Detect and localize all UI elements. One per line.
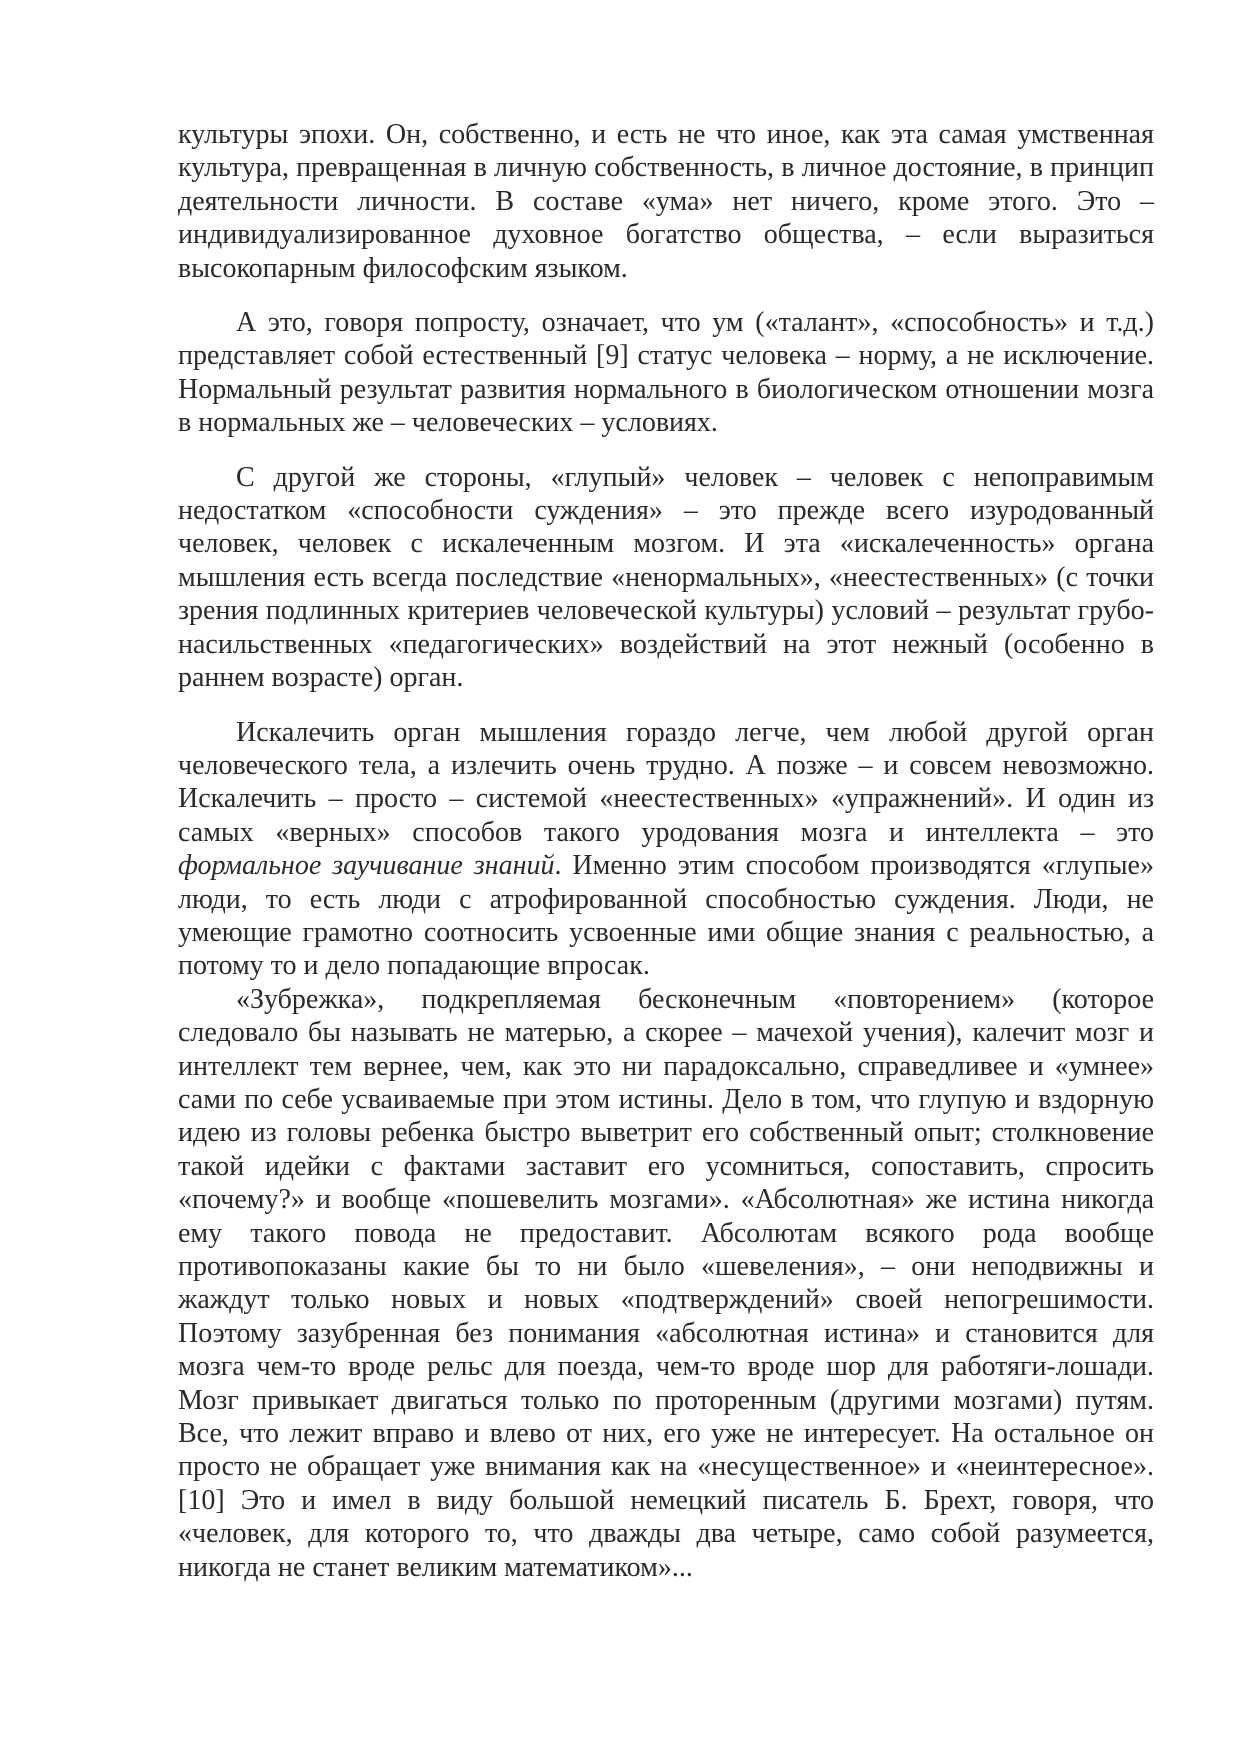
paragraph-2: А это, говоря попросту, означает, что ум («талант», «способность» и т.д.) представляет собой естественный [9] статус человека – норму, а не исключение. Нормальный результат развития нормального в биологическом отношении мозга в нормальных же – человеческих – условиях. [178, 307, 1154, 439]
paragraph-3: С другой же стороны, «глупый» человек – человек с непоправимым недостатком «способности суждения» – это прежде всего изуродованный человек, человек с искалеченным мозгом. И эта «искалеченность» органа мышления есть всегда последствие «ненормальных», «неестественных» (с точки зрения подлинных критериев человеческой культуры) условий – результат грубо-насильственных «педагогических» воздействий на этот нежный (особенно в раннем возрасте) орган. [178, 461, 1154, 694]
document-page [178, 118, 1154, 1584]
paragraph-4-emphasis: формальное заучивание знаний [178, 850, 555, 882]
paragraph-4-text-after: . Именно этим способом производятся «глупые» люди, то есть люди с атрофированной способностью суждения. Люди, не умеющие грамотно соотносить усвоенные ими общие знания с реальностью, а потому то и дело попадающие впросак. [178, 850, 1154, 982]
paragraph-4-text-before: Искалечить орган мышления гораздо легче, чем любой другой орган человеческого тела, а излечить очень трудно. А позже – и совсем невозможно. Искалечить – просто – системой «неестественных» «упражнений». И один из самых «верных» способов такого уродования мозга и интеллекта – это [178, 716, 1154, 848]
paragraph-5: «Зубрежка», подкрепляемая бесконечным «повторением» (которое следовало бы называть не матерью, а скорее – мачехой учения), калечит мозг и интеллект тем вернее, чем, как это ни парадоксально, справедливее и «умнее» сами по себе усваиваемые при этом истины. Дело в том, что глупую и вздорную идею из головы ребенка быстро выветрит его собственный опыт; столкновение такой идейки с фактами заставит его усомниться, сопоставить, спросить «почему?» и вообще «пошевелить мозгами». «Абсолютная» же истина никогда ему такого повода не предоставит. Абсолютам всякого рода вообще противопоказаны какие бы то ни было «шевеления», – они неподвижны и жаждут только новых и новых «подтверждений» своей непогрешимости. Поэтому зазубренная без понимания «абсолютная истина» и становится для мозга чем-то вроде рельс для поезда, чем-то вроде шор для работяги-лошади. Мозг привыкает двигаться только по проторенным (другими мозгами) путям. Все, что лежит вправо и влево от них, его уже не интересует. На остальное он просто не обращает уже внимания как на «несущественное» и «неинтересное». [10] Это и имел в виду большой немецкий писатель Б. Брехт, говоря, что «человек, для которого то, что дважды два четыре, само собой разумеется, никогда не станет великим математиком»... [178, 983, 1154, 1583]
paragraph-4 [178, 716, 1154, 983]
paragraph-1: культуры эпохи. Он, собственно, и есть не что иное, как эта самая умственная культура, превращенная в личную собственность, в личное достояние, в принцип деятельности личности. В составе «ума» нет ничего, кроме этого. Это – индивидуализированное духовное богатство общества, – если выразиться высокопарным философским языком. [178, 119, 1154, 284]
